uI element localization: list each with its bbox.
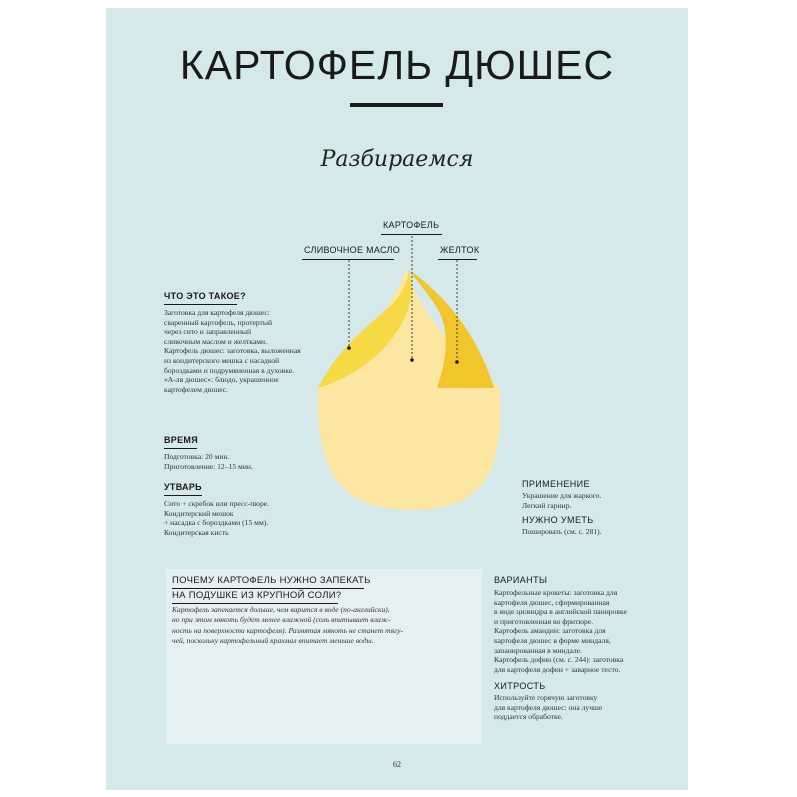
potato-label: КАРТОФЕЛЬ — [383, 220, 440, 230]
page-title: КАРТОФЕЛЬ ДЮШЕС — [179, 42, 615, 88]
what-heading: ЧТО ЭТО ТАКОЕ? — [164, 291, 246, 301]
what-text: Заготовка для картофеля дюшес: сваренный картофель, протертый через сито и заправленный сливочным маслом и желтками. Картофель дюшес: заготовка, выложенная из кондитерского мешка с насадкой бороздками и подрумяненная в духовке. «А-ля дюшес»: блюдо, украшенное картофелем дюшес. — [164, 308, 301, 394]
potato-body-shape — [318, 388, 500, 510]
time-heading-rule — [164, 448, 197, 449]
section-subtitle: Разбираемся — [320, 147, 474, 172]
question-line-2: НА ПОДУШКЕ ИЗ КРУПНОЙ СОЛИ? — [172, 590, 342, 601]
tip-text: Используйте горячую заготовку для картофеля дюшес: она лучше поддается обработке. — [494, 693, 603, 722]
page-number: 62 — [393, 760, 401, 769]
tools-text: Сито + скребок или пресс-пюре. Кондитерский мешок + насадка с бороздками (15 мм). Кондитерская кисть — [164, 499, 270, 537]
tools-heading: УТВАРЬ — [164, 482, 202, 492]
what-heading-rule — [164, 304, 237, 305]
butter-label-rule — [302, 259, 394, 260]
question-answer: Картофель запекается дольше, чем варится в воде (по-английски), но при этом мякоть будет менее влажной (соль впитывает влаж- ность на поверхности картофеля). Размятая мякоть не станет тягу- чей, поскольку картофельный крахмал впитает меньше воды. — [172, 605, 404, 646]
usage-heading: ПРИМЕНЕНИЕ — [522, 479, 590, 489]
potato-pointer-dot — [410, 358, 414, 362]
skill-text: Пошировать (см. с. 281). — [522, 527, 602, 536]
question-rule-1 — [172, 588, 364, 589]
cookbook-page — [106, 8, 688, 790]
yolk-pointer-dot — [455, 360, 459, 364]
potato-label-rule — [381, 234, 442, 235]
tip-heading: ХИТРОСТЬ — [494, 681, 546, 691]
butter-label: СЛИВОЧНОЕ МАСЛО — [304, 245, 400, 255]
question-line-1: ПОЧЕМУ КАРТОФЕЛЬ НУЖНО ЗАПЕКАТЬ — [172, 575, 371, 586]
time-text: Подготовка: 20 мин. Приготовление: 12–15 мин. — [164, 452, 253, 471]
tools-heading-rule — [164, 495, 202, 496]
skill-heading: НУЖНО УМЕТЬ — [522, 515, 594, 525]
time-heading: ВРЕМЯ — [164, 435, 198, 445]
question-rule-2 — [172, 603, 338, 604]
variants-text: Картофельные крокеты: заготовка для картофеля дюшес, сформированная в виде цилиндра в английской панировке и приготовленная во фритюре. Картофель амандин: заготовка для картофеля дюшес в форме миндаля, запанированная в миндале. Картофель дофин (см. с. 244): заготовка для картофеля дофин + заварное тесто. — [494, 588, 627, 674]
yolk-label-rule — [438, 259, 477, 260]
variants-heading: ВАРИАНТЫ — [494, 575, 548, 585]
usage-text: Украшение для жаркого. Легкий гарнир. — [522, 491, 602, 510]
butter-pointer-dot — [347, 346, 351, 350]
yolk-label: ЖЕЛТОК — [440, 245, 480, 255]
